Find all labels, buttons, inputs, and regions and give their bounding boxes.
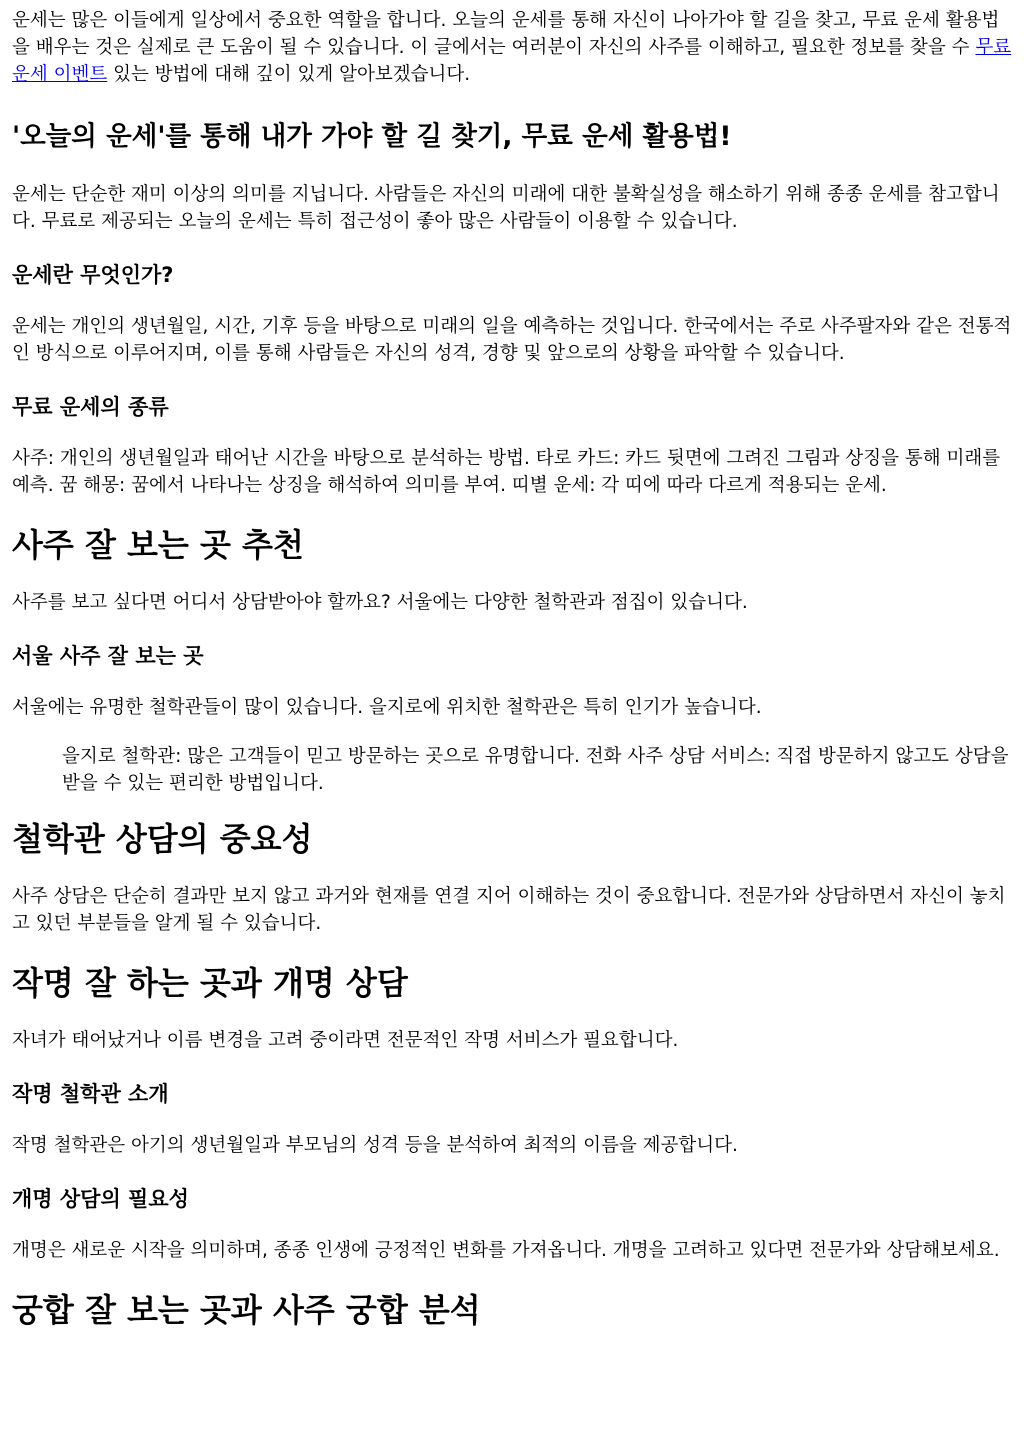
section-title-philosophy-consult: 철학관 상담의 중요성 [12, 820, 313, 858]
subsection-title-rename: 개명 상담의 필요성 [12, 1187, 189, 1211]
free-fortune-event-link[interactable]: 무료 운세 이벤트 [12, 37, 1012, 85]
subsection-title-naming-intro: 작명 철학관 소개 [12, 1082, 169, 1106]
section-body-philosophy-consult: 사주 상담은 단순히 결과만 보지 않고 과거와 현재를 연결 지어 이해하는 것이 중요합니다. 전문가와 상담하면서 자신이 놓치고 있던 부분들을 알게 될 수 있습니다. [12, 886, 1006, 934]
intro-text-before: 운세는 많은 이들에게 일상에서 중요한 역할을 합니다. 오늘의 운세를 통해 자신이 나아가야 할 길을 찾고, 무료 운세 활용법을 배우는 것은 실제로 큰 도움이 될 수 있습니다. 이 글에서는 여러분이 자신의 사주를 이해하고, 필요한 정보를 찾을 수 [12, 10, 1000, 58]
subsection-body-seoul-saju: 서울에는 유명한 철학관들이 많이 있습니다. 을지로에 위치한 철학관은 특히 인기가 높습니다. [12, 697, 762, 718]
intro-paragraph [12, 7, 1012, 88]
section-body-saju-recommend: 사주를 보고 싶다면 어디서 상담받아야 할까요? 서울에는 다양한 철학관과 점집이 있습니다. [12, 592, 748, 613]
intro-text-after: 있는 방법에 대해 깊이 있게 알아보겠습니다. [107, 64, 471, 85]
subsection-body-rename: 개명은 새로운 시작을 의미하며, 종종 인생에 긍정적인 변화를 가져옵니다. 개명을 고려하고 있다면 전문가와 상담해보세요. [12, 1240, 1000, 1261]
section-body-todays-fortune: 운세는 단순한 재미 이상의 의미를 지닙니다. 사람들은 자신의 미래에 대한 불확실성을 해소하기 위해 종종 운세를 참고합니다. 무료로 제공되는 오늘의 운세는 특히 접근성이 좋아 많은 사람들이 이용할 수 있습니다. [12, 184, 1000, 232]
subsection-title-seoul-saju: 서울 사주 잘 보는 곳 [12, 644, 204, 668]
section-title-gunghap: 궁합 잘 보는 곳과 사주 궁합 분석 [12, 1291, 481, 1329]
section-title-todays-fortune: '오늘의 운세'를 통해 내가 가야 할 길 찾기, 무료 운세 활용법! [12, 121, 732, 152]
subsection-title-what-is-fortune: 운세란 무엇인가? [12, 263, 174, 287]
section-title-saju-recommend: 사주 잘 보는 곳 추천 [12, 526, 304, 564]
section-title-naming: 작명 잘 하는 곳과 개명 상담 [12, 964, 408, 1002]
subsection-body-what-is-fortune: 운세는 개인의 생년월일, 시간, 기후 등을 바탕으로 미래의 일을 예측하는 것입니다. 한국에서는 주로 사주팔자와 같은 전통적인 방식으로 이루어지며, 이를 통해 사람들은 자신의 성격, 경향 및 앞으로의 상황을 파악할 수 있습니다. [12, 316, 1012, 364]
subsection-body-naming-intro: 작명 철학관은 아기의 생년월일과 부모님의 성격 등을 분석하여 최적의 이름을 제공합니다. [12, 1135, 738, 1156]
seoul-saju-quote: 을지로 철학관: 많은 고객들이 믿고 방문하는 곳으로 유명합니다. 전화 사주 상담 서비스: 직접 방문하지 않고도 상담을 받을 수 있는 편리한 방법입니다. [62, 746, 1009, 794]
section-body-naming: 자녀가 태어났거나 이름 변경을 고려 중이라면 전문적인 작명 서비스가 필요합니다. [12, 1030, 679, 1051]
subsection-title-free-fortune-types: 무료 운세의 종류 [12, 395, 169, 419]
subsection-body-free-fortune-types: 사주: 개인의 생년월일과 태어난 시간을 바탕으로 분석하는 방법. 타로 카드: 카드 뒷면에 그려진 그림과 상징을 통해 미래를 예측. 꿈 해몽: 꿈에서 나타나는 상징을 해석하여 의미를 부여. 띠별 운세: 각 띠에 따라 다르게 적용되는 운세. [12, 448, 1001, 496]
